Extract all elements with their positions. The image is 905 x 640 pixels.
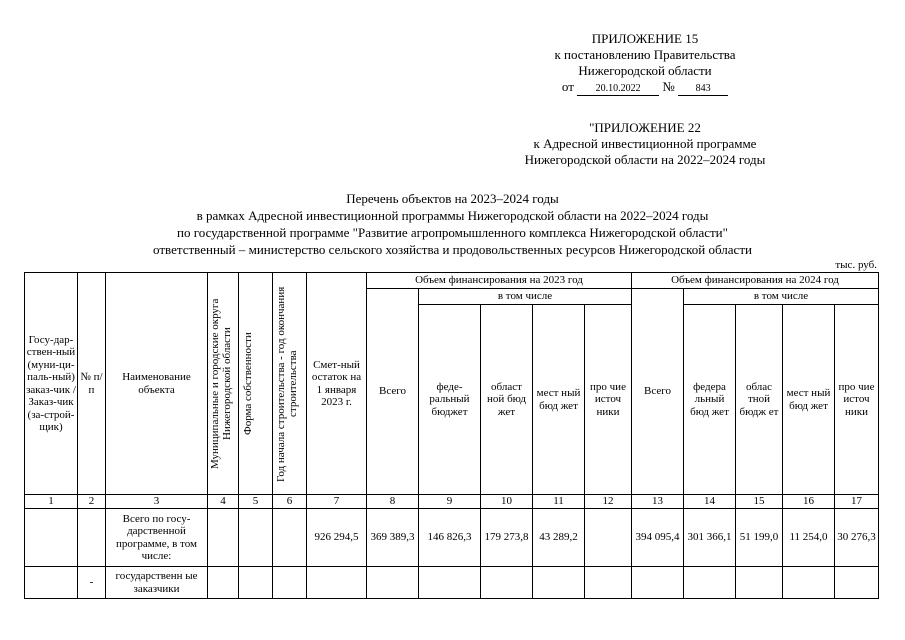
- header-municipal-text: Муниципальные и городские округа Нижегородской области: [209, 298, 233, 469]
- other-2024: 30 276,3: [835, 509, 879, 567]
- col-num-11: 11: [533, 495, 585, 509]
- units-label: тыс. руб.: [835, 259, 877, 271]
- header-federal-2024: федера льный бюд жет: [684, 305, 736, 495]
- header-name: Наименование объекта: [106, 273, 208, 495]
- header-years: [273, 273, 307, 495]
- total-ownership-cell: [239, 509, 273, 567]
- header-funding-2023: Объем финансирования на 2023 год: [367, 273, 632, 289]
- objects-table: [24, 272, 879, 599]
- decree-number: 843: [678, 83, 728, 96]
- header-including-2024: в том числе: [684, 289, 879, 305]
- appendix-15-line2: Нижегородской области: [578, 63, 712, 78]
- decree-date: 20.10.2022: [577, 83, 659, 96]
- col-num-17: 17: [835, 495, 879, 509]
- appendix-15-block: [460, 31, 830, 96]
- table-row-customers: [25, 567, 879, 599]
- header-total-2024: Всего: [632, 289, 684, 495]
- total-municipal-cell: [208, 509, 239, 567]
- customers-cell-4: [208, 567, 239, 599]
- customers-cell-5: [239, 567, 273, 599]
- col-num-7: 7: [307, 495, 367, 509]
- col-num-10: 10: [481, 495, 533, 509]
- col-num-1: 1: [25, 495, 78, 509]
- header-other-2023: про чие источ ники: [585, 305, 632, 495]
- other-2023: [585, 509, 632, 567]
- appendix-22-line1: к Адресной инвестиционной программе: [533, 136, 757, 151]
- header-customer: Госу-дар-ствен-ный (муни-ци-паль-ный) заказ-чик / Заказ-чик (за-строй-щик): [25, 273, 78, 495]
- customers-cell-12: [585, 567, 632, 599]
- col-num-13: 13: [632, 495, 684, 509]
- appendix-15-date-line: [460, 79, 830, 96]
- header-local-2024: мест ный бюд жет: [783, 305, 835, 495]
- header-federal-2023: феде-ральный бюджет: [419, 305, 481, 495]
- customers-customer-cell: [25, 567, 78, 599]
- document-heading: [40, 190, 865, 258]
- header-num: № п/п: [78, 273, 106, 495]
- federal-2024: 301 366,1: [684, 509, 736, 567]
- customers-cell-16: [783, 567, 835, 599]
- col-num-6: 6: [273, 495, 307, 509]
- customers-cell-11: [533, 567, 585, 599]
- federal-2023: 146 826,3: [419, 509, 481, 567]
- col-num-15: 15: [736, 495, 783, 509]
- appendix-15-line1: к постановлению Правительства: [554, 47, 736, 62]
- total-balance: 926 294,5: [307, 509, 367, 567]
- customers-cell-8: [367, 567, 419, 599]
- col-num-5: 5: [239, 495, 273, 509]
- col-num-8: 8: [367, 495, 419, 509]
- customers-cell-15: [736, 567, 783, 599]
- table-row-total: [25, 509, 879, 567]
- header-local-2023: мест ный бюд жет: [533, 305, 585, 495]
- header-balance: Смет-ный остаток на 1 января 2023 г.: [307, 273, 367, 495]
- customers-num: -: [78, 567, 106, 599]
- total-years-cell: [273, 509, 307, 567]
- number-label: №: [662, 79, 675, 94]
- column-numbers-row: [25, 495, 879, 509]
- local-2024: 11 254,0: [783, 509, 835, 567]
- from-label: от: [561, 79, 574, 94]
- total-name: Всего по госу-дарственной программе, в том числе:: [106, 509, 208, 567]
- total-num-cell: [78, 509, 106, 567]
- regional-2023: 179 273,8: [481, 509, 533, 567]
- appendix-22-block: [460, 120, 830, 168]
- header-other-2024: про чие источ ники: [835, 305, 879, 495]
- header-funding-2024: Объем финансирования на 2024 год: [632, 273, 879, 289]
- appendix-22-title: "ПРИЛОЖЕНИЕ 22: [589, 120, 701, 135]
- header-total-2023: Всего: [367, 289, 419, 495]
- col-num-16: 16: [783, 495, 835, 509]
- customers-cell-17: [835, 567, 879, 599]
- heading-line2: в рамках Адресной инвестиционной программы Нижегородской области на 2022–2024 годы: [196, 208, 709, 223]
- header-years-text: Год начала строительства - год окончания строительства: [274, 285, 299, 482]
- regional-2024: 51 199,0: [736, 509, 783, 567]
- customers-cell-13: [632, 567, 684, 599]
- col-num-14: 14: [684, 495, 736, 509]
- total-2024: 394 095,4: [632, 509, 684, 567]
- col-num-2: 2: [78, 495, 106, 509]
- heading-line1: Перечень объектов на 2023–2024 годы: [346, 191, 559, 206]
- col-num-4: 4: [208, 495, 239, 509]
- col-num-9: 9: [419, 495, 481, 509]
- total-customer-cell: [25, 509, 78, 567]
- local-2023: 43 289,2: [533, 509, 585, 567]
- total-2023: 369 389,3: [367, 509, 419, 567]
- header-regional-2024: облас тной бюдж ет: [736, 305, 783, 495]
- header-ownership-text: Форма собственности: [241, 332, 254, 435]
- header-ownership: [239, 273, 273, 495]
- header-including-2023: в том числе: [419, 289, 632, 305]
- customers-name: государственн ые заказчики: [106, 567, 208, 599]
- col-num-3: 3: [106, 495, 208, 509]
- customers-cell-7: [307, 567, 367, 599]
- header-municipal: [208, 273, 239, 495]
- header-regional-2023: област ной бюд жет: [481, 305, 533, 495]
- customers-cell-6: [273, 567, 307, 599]
- customers-cell-10: [481, 567, 533, 599]
- col-num-12: 12: [585, 495, 632, 509]
- customers-cell-14: [684, 567, 736, 599]
- appendix-22-line2: Нижегородской области на 2022–2024 годы: [524, 152, 766, 167]
- heading-line4: ответственный – министерство сельского хозяйства и продовольственных ресурсов Нижегородской области: [153, 242, 752, 257]
- heading-line3: по государственной программе "Развитие агропромышленного комплекса Нижегородской области": [177, 225, 728, 240]
- appendix-15-title: ПРИЛОЖЕНИЕ 15: [591, 31, 699, 46]
- customers-cell-9: [419, 567, 481, 599]
